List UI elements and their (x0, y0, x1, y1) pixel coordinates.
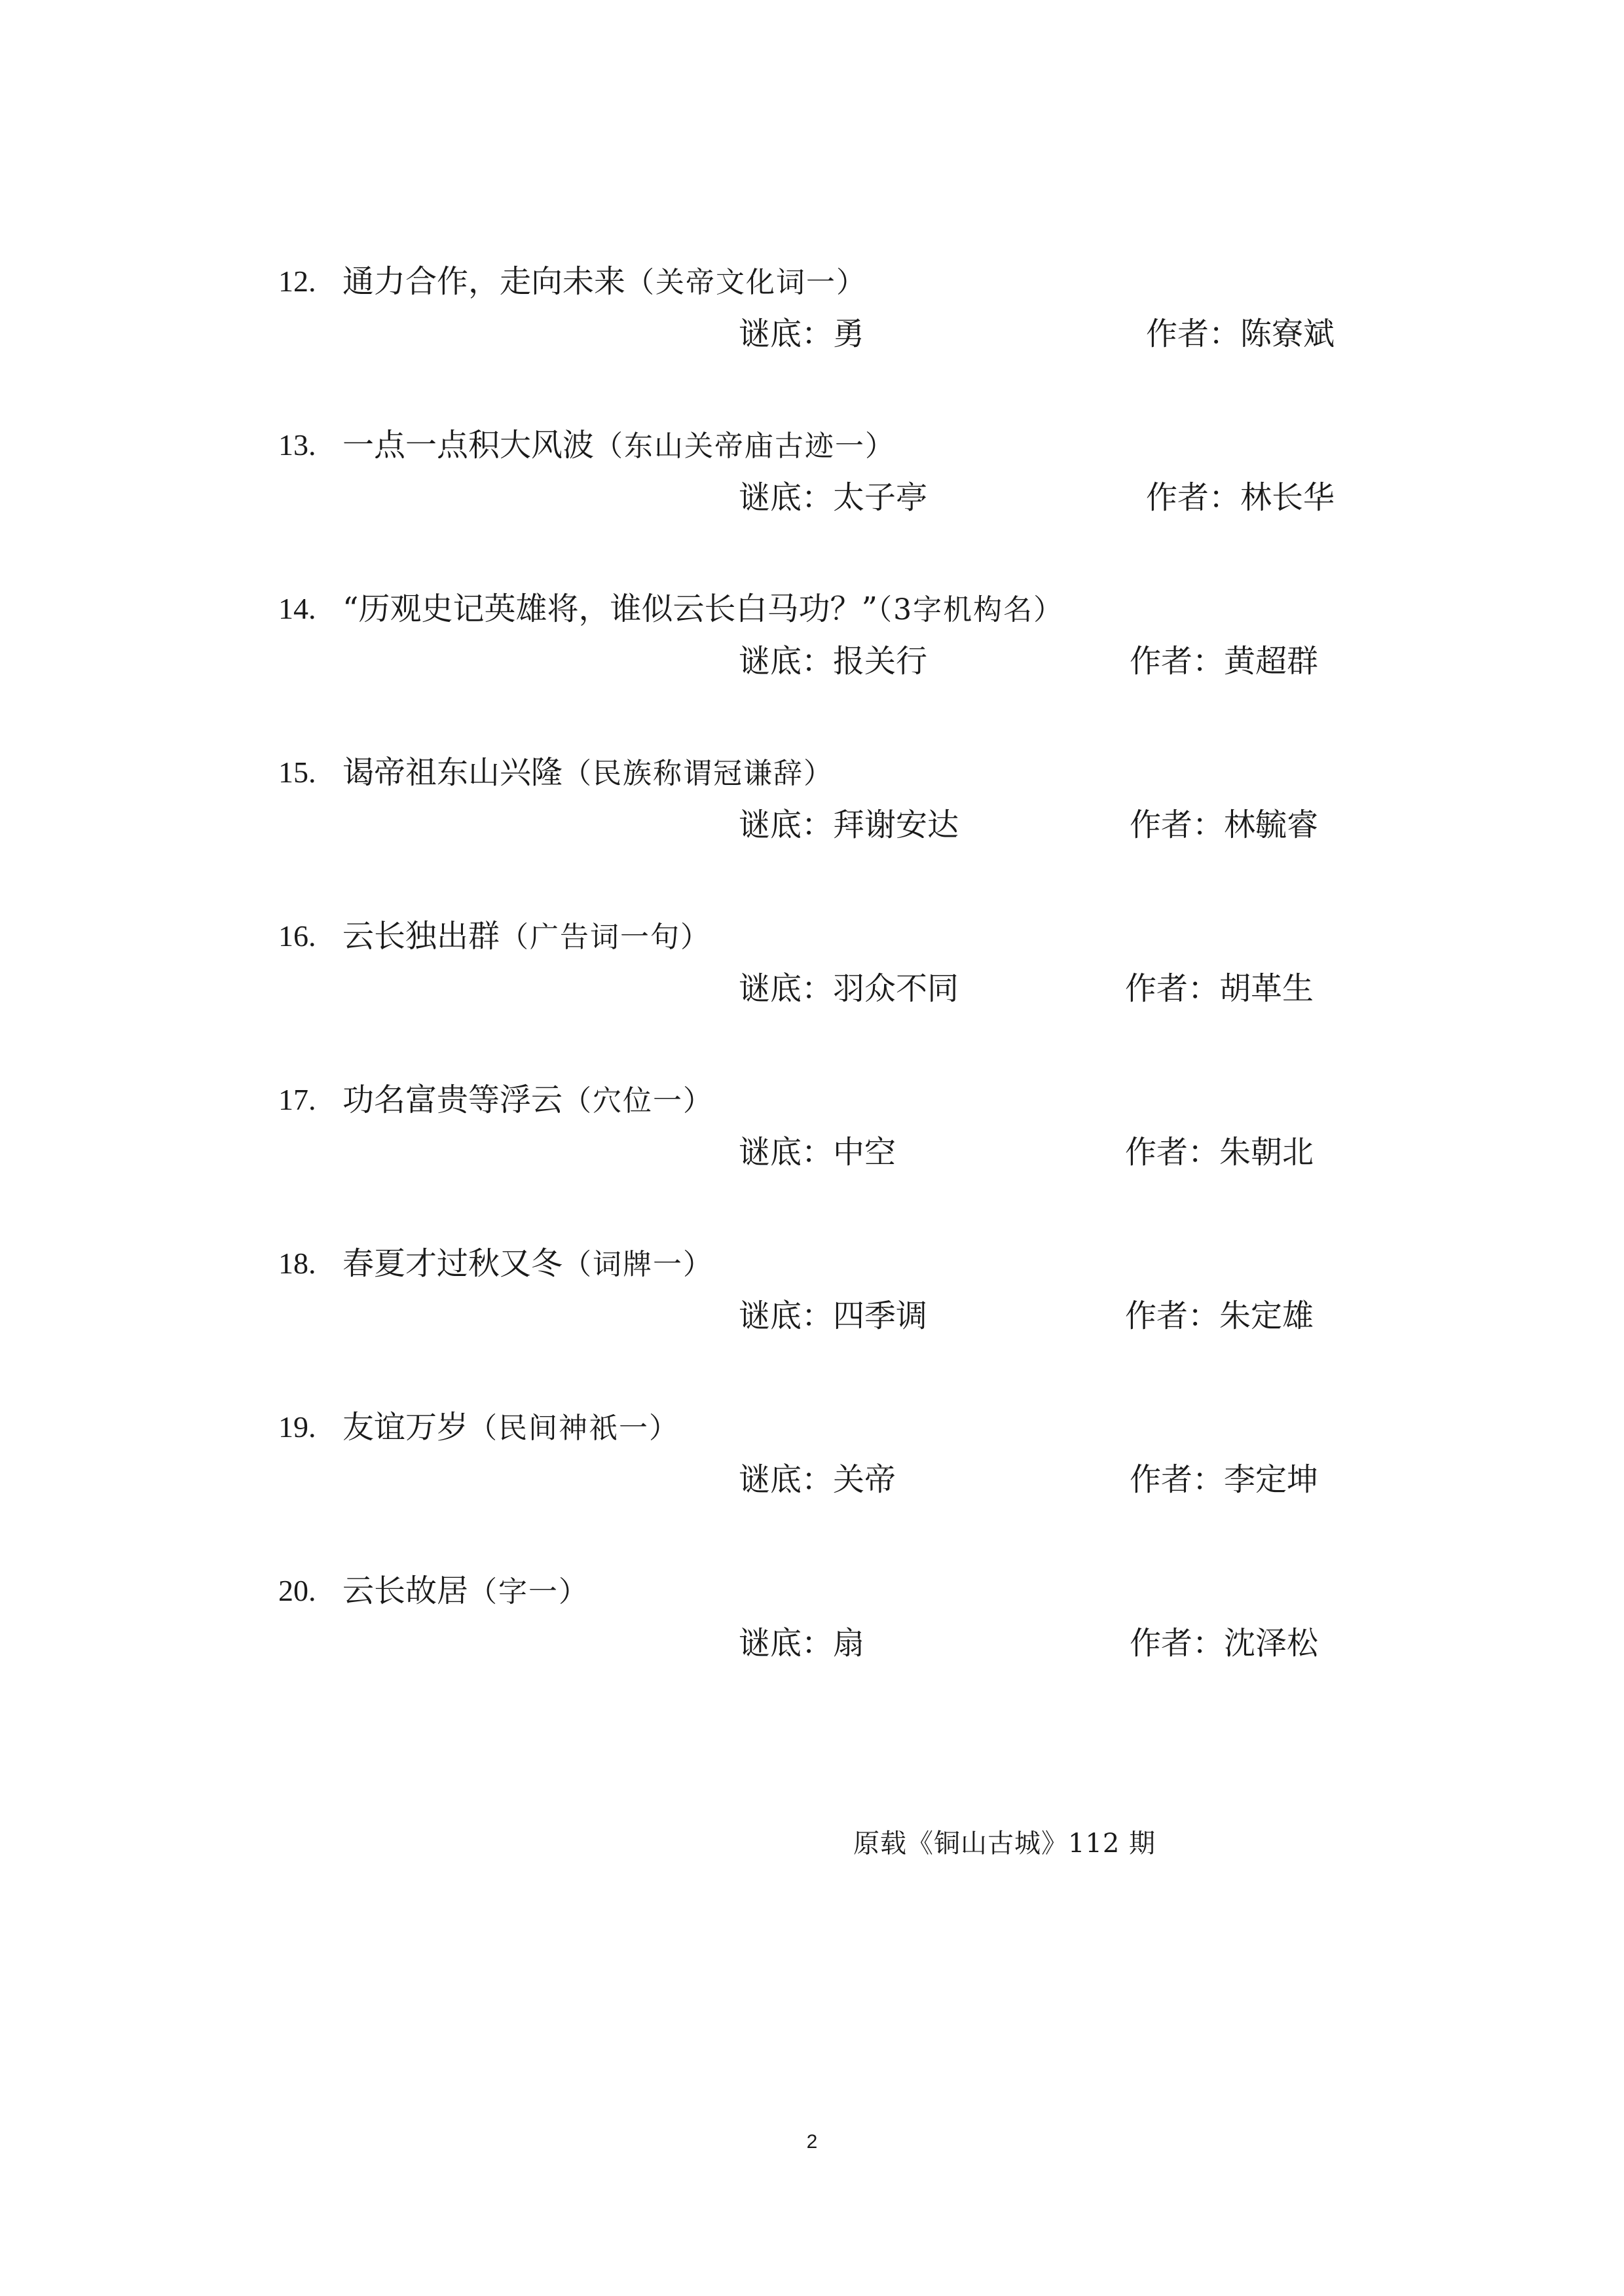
riddle-answer (739, 1624, 864, 1663)
answer-label: 谜底： (739, 1461, 834, 1498)
riddle-number: 16. (278, 919, 316, 953)
author-label: 作者： (1130, 1461, 1225, 1498)
riddle-question (342, 1244, 713, 1285)
riddle-question (342, 753, 834, 793)
riddle-text: 友谊万岁 (342, 1409, 469, 1446)
riddle-question (342, 1408, 679, 1448)
author-value: 陈寮斌 (1240, 316, 1335, 352)
riddle-text: 通力合作，走向未来 (342, 263, 626, 300)
riddle-author (1130, 1460, 1318, 1499)
riddle-author (1125, 1133, 1314, 1172)
riddle-answer (739, 1460, 896, 1499)
author-value: 李定坤 (1224, 1461, 1319, 1498)
author-value: 林长华 (1240, 479, 1335, 516)
answer-value: 太子亭 (833, 479, 928, 516)
answer-label: 谜底： (739, 1298, 834, 1334)
riddle-category: （词牌一） (563, 1248, 714, 1281)
riddle-item (0, 917, 1624, 1048)
riddle-answer (739, 478, 927, 517)
riddle-text: 一点一点积大风波 (342, 427, 595, 464)
answer-value: 扇 (833, 1625, 865, 1662)
answer-label: 谜底： (739, 1625, 834, 1662)
author-value: 沈泽松 (1224, 1625, 1319, 1662)
riddle-text: 云长独出群 (342, 918, 500, 955)
riddle-text: 功名富贵等浮云 (342, 1082, 563, 1118)
answer-value: 勇 (833, 316, 865, 352)
riddle-item (0, 426, 1624, 556)
author-value: 朱朝北 (1219, 1134, 1314, 1171)
riddle-question (342, 1080, 713, 1121)
riddle-category: （民间神祇一） (468, 1412, 680, 1445)
riddle-category: （广告词一句） (500, 920, 711, 954)
riddle-question (342, 426, 895, 466)
source-note: 原载《铜山古城》112 期 (853, 1829, 1156, 1859)
riddle-author (1130, 1624, 1318, 1663)
author-value: 林毓睿 (1224, 807, 1319, 843)
riddle-answer (739, 642, 927, 681)
author-value: 朱定雄 (1219, 1298, 1314, 1334)
author-label: 作者： (1125, 1298, 1220, 1334)
riddle-text: 云长故居 (342, 1573, 469, 1609)
riddle-answer (739, 969, 959, 1008)
riddle-answer (739, 1133, 896, 1172)
author-label: 作者： (1146, 479, 1241, 516)
answer-value: 羽众不同 (833, 970, 959, 1007)
answer-value: 中空 (833, 1134, 896, 1171)
riddle-item (0, 753, 1624, 884)
author-label: 作者： (1130, 807, 1225, 843)
riddle-author (1130, 805, 1318, 845)
answer-label: 谜底： (739, 316, 834, 352)
riddle-author (1125, 969, 1314, 1008)
riddle-author (1130, 642, 1318, 681)
riddle-text: 春夏才过秋又冬 (342, 1245, 563, 1282)
answer-label: 谜底： (739, 970, 834, 1007)
riddle-category: （穴位一） (563, 1084, 714, 1118)
answer-label: 谜底： (739, 643, 834, 680)
riddle-item (0, 1571, 1624, 1702)
riddle-author (1146, 478, 1335, 517)
riddle-item (0, 1244, 1624, 1375)
answer-value: 报关行 (833, 643, 928, 680)
riddle-category: （3字机构名） (877, 593, 1064, 627)
riddle-number: 14. (278, 592, 316, 625)
riddle-question (342, 589, 1063, 630)
riddle-number: 15. (278, 756, 316, 789)
author-label: 作者： (1130, 1625, 1225, 1662)
riddle-text: “历观史记英雄将，谁似云长白马功？” (342, 591, 878, 627)
riddle-number: 17. (278, 1083, 316, 1116)
riddle-category: （东山关帝庙古迹一） (594, 429, 896, 463)
riddle-answer (739, 805, 959, 845)
author-value: 胡革生 (1219, 970, 1314, 1007)
author-label: 作者： (1125, 970, 1220, 1007)
answer-value: 关帝 (833, 1461, 896, 1498)
riddle-item (0, 1080, 1624, 1211)
riddle-number: 20. (278, 1574, 316, 1607)
riddle-text: 谒帝祖东山兴隆 (342, 754, 563, 791)
riddle-category: （关帝文化词一） (625, 266, 867, 299)
answer-value: 四季调 (833, 1298, 928, 1334)
riddle-answer (739, 314, 864, 354)
page-number: 2 (806, 2131, 818, 2153)
answer-label: 谜底： (739, 1134, 834, 1171)
riddle-category: （民族称谓冠谦辞） (563, 757, 834, 790)
riddle-item (0, 589, 1624, 720)
riddle-author (1146, 314, 1335, 354)
answer-value: 拜谢安达 (833, 807, 959, 843)
riddle-category: （字一） (468, 1575, 589, 1609)
riddle-author (1125, 1296, 1314, 1336)
riddle-question (342, 262, 866, 302)
riddle-number: 12. (278, 264, 316, 298)
riddle-question (342, 1571, 589, 1612)
answer-label: 谜底： (739, 479, 834, 516)
riddle-number: 19. (278, 1410, 316, 1444)
riddle-question (342, 917, 710, 957)
riddle-answer (739, 1296, 927, 1336)
author-label: 作者： (1146, 316, 1241, 352)
riddle-number: 13. (278, 428, 316, 462)
author-value: 黄超群 (1224, 643, 1319, 680)
author-label: 作者： (1130, 643, 1225, 680)
answer-label: 谜底： (739, 807, 834, 843)
riddle-number: 18. (278, 1247, 316, 1280)
author-label: 作者： (1125, 1134, 1220, 1171)
riddle-item (0, 262, 1624, 393)
riddle-item (0, 1408, 1624, 1539)
